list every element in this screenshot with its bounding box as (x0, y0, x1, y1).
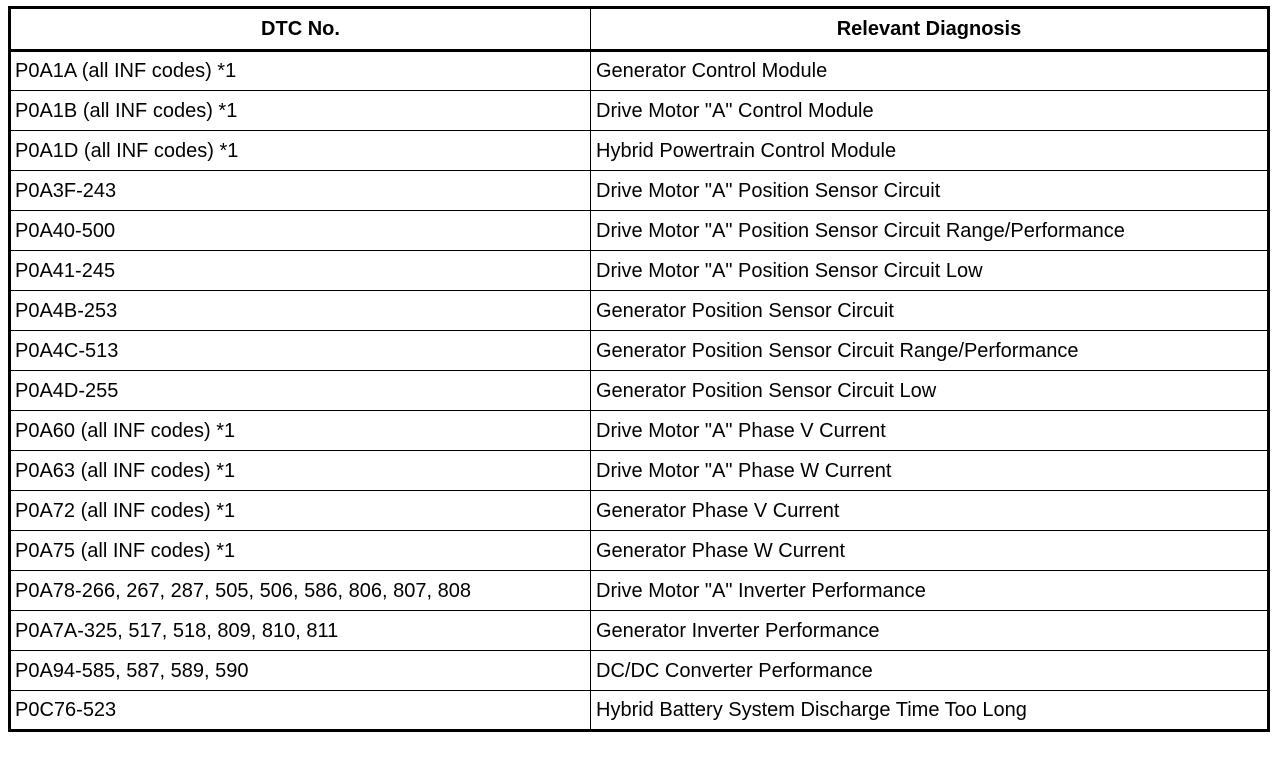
table-row (10, 411, 1269, 451)
table-row (10, 131, 1269, 171)
dtc-code-cell: P0A7A-325, 517, 518, 809, 810, 811 (10, 611, 591, 651)
table-row (10, 331, 1269, 371)
diagnosis-cell: Drive Motor "A" Inverter Performance (591, 571, 1269, 611)
dtc-table (8, 6, 1270, 732)
dtc-code-cell: P0A94-585, 587, 589, 590 (10, 651, 591, 691)
header-relevant-diagnosis: Relevant Diagnosis (591, 8, 1269, 51)
diagnosis-cell: Generator Position Sensor Circuit Low (591, 371, 1269, 411)
diagnosis-cell: Generator Inverter Performance (591, 611, 1269, 651)
table-row (10, 171, 1269, 211)
dtc-code-cell: P0A3F-243 (10, 171, 591, 211)
dtc-code-cell: P0A4D-255 (10, 371, 591, 411)
dtc-code-cell: P0A4B-253 (10, 291, 591, 331)
dtc-code-cell: P0A4C-513 (10, 331, 591, 371)
dtc-code-cell: P0A75 (all INF codes) *1 (10, 531, 591, 571)
header-row (10, 8, 1269, 51)
diagnosis-cell: Generator Position Sensor Circuit (591, 291, 1269, 331)
table-row (10, 211, 1269, 251)
diagnosis-cell: Drive Motor "A" Position Sensor Circuit Low (591, 251, 1269, 291)
dtc-code-cell: P0A1A (all INF codes) *1 (10, 51, 591, 91)
diagnosis-cell: Generator Position Sensor Circuit Range/Performance (591, 331, 1269, 371)
diagnosis-cell: Drive Motor "A" Phase V Current (591, 411, 1269, 451)
table-header (10, 8, 1269, 51)
diagnosis-cell: Drive Motor "A" Phase W Current (591, 451, 1269, 491)
dtc-code-cell: P0A40-500 (10, 211, 591, 251)
table-row (10, 531, 1269, 571)
diagnosis-cell: Hybrid Powertrain Control Module (591, 131, 1269, 171)
diagnosis-cell: Drive Motor "A" Control Module (591, 91, 1269, 131)
table-row (10, 651, 1269, 691)
diagnosis-cell: Generator Phase V Current (591, 491, 1269, 531)
table-row (10, 91, 1269, 131)
dtc-code-cell: P0A78-266, 267, 287, 505, 506, 586, 806, 807, 808 (10, 571, 591, 611)
diagnosis-cell: Generator Phase W Current (591, 531, 1269, 571)
dtc-code-cell: P0A60 (all INF codes) *1 (10, 411, 591, 451)
diagnosis-cell: DC/DC Converter Performance (591, 651, 1269, 691)
dtc-code-cell: P0C76-523 (10, 691, 591, 731)
table-row (10, 611, 1269, 651)
table-row (10, 571, 1269, 611)
diagnosis-cell: Hybrid Battery System Discharge Time Too Long (591, 691, 1269, 731)
table-row (10, 291, 1269, 331)
diagnosis-cell: Generator Control Module (591, 51, 1269, 91)
diagnosis-cell: Drive Motor "A" Position Sensor Circuit Range/Performance (591, 211, 1269, 251)
table-row (10, 51, 1269, 91)
table-row (10, 691, 1269, 731)
table-row (10, 371, 1269, 411)
dtc-code-cell: P0A63 (all INF codes) *1 (10, 451, 591, 491)
table-body (10, 51, 1269, 731)
table-row (10, 491, 1269, 531)
dtc-code-cell: P0A1D (all INF codes) *1 (10, 131, 591, 171)
dtc-code-cell: P0A1B (all INF codes) *1 (10, 91, 591, 131)
table-row (10, 451, 1269, 491)
header-dtc-no: DTC No. (10, 8, 591, 51)
table-row (10, 251, 1269, 291)
diagnosis-cell: Drive Motor "A" Position Sensor Circuit (591, 171, 1269, 211)
dtc-code-cell: P0A41-245 (10, 251, 591, 291)
dtc-code-cell: P0A72 (all INF codes) *1 (10, 491, 591, 531)
